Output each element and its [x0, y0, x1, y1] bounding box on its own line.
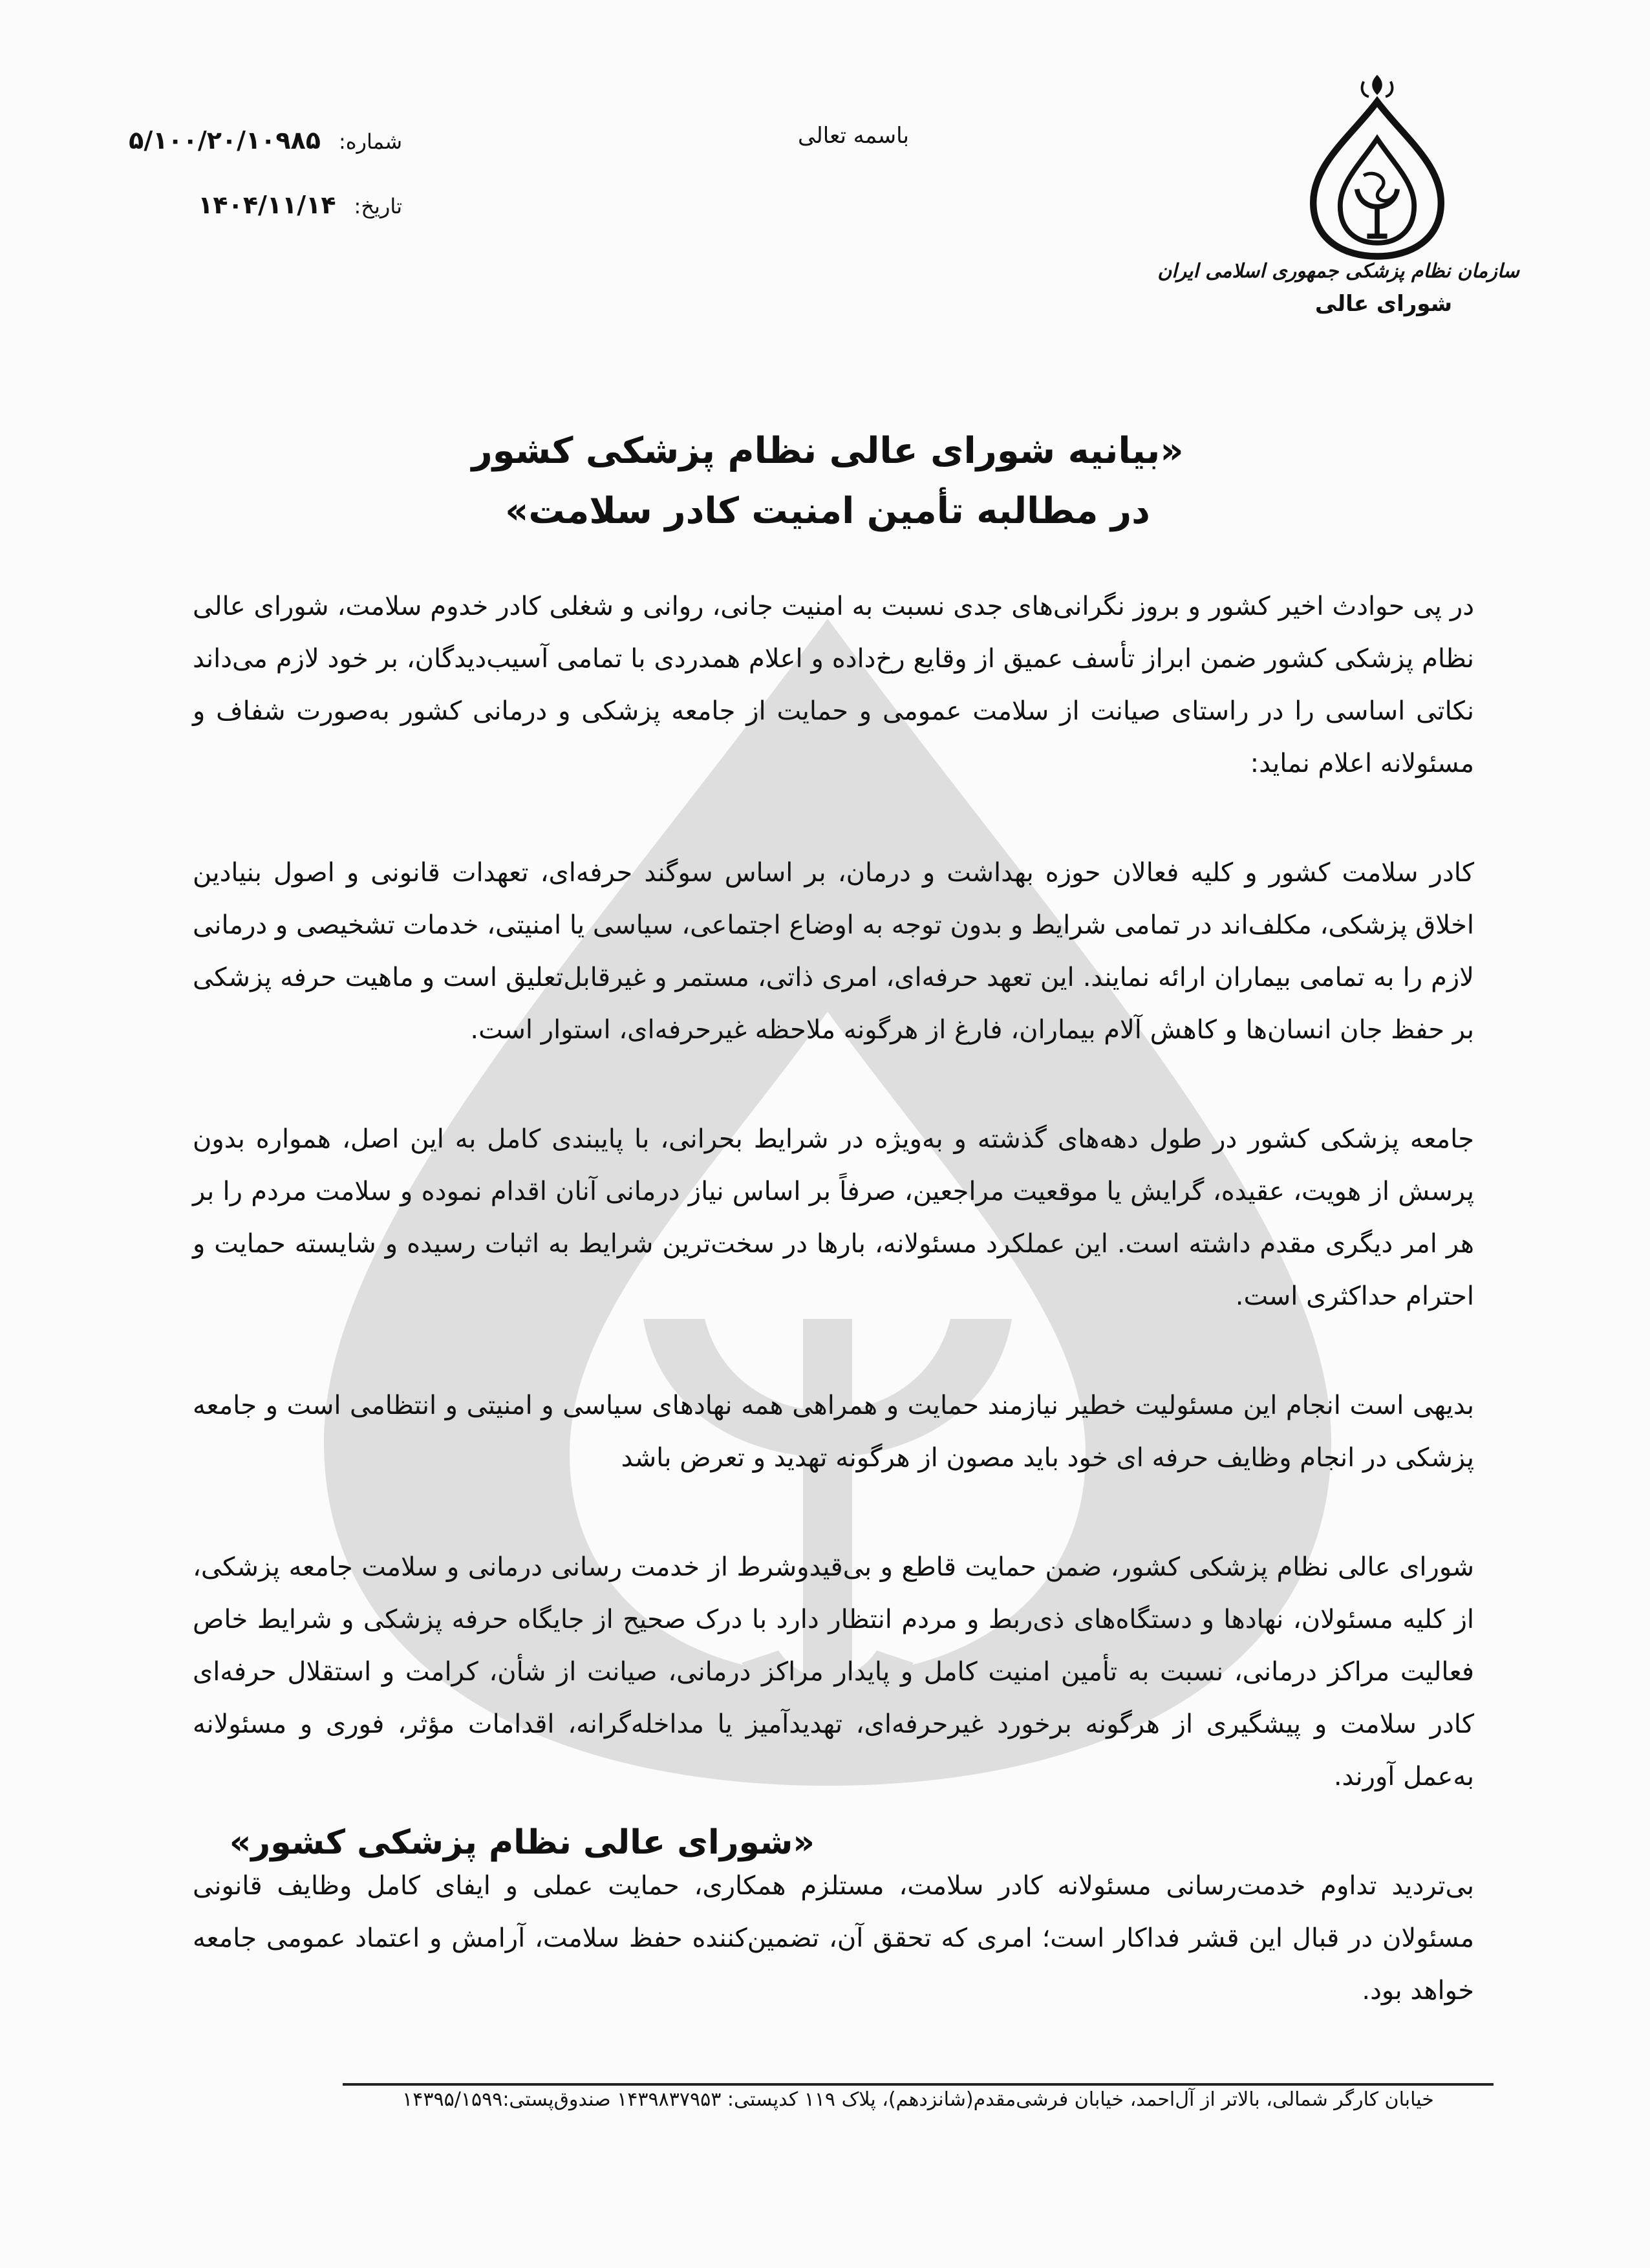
organization-name: سازمان نظام پزشکی جمهوری اسلامی ایران [1157, 260, 1519, 283]
letter-number [129, 126, 402, 155]
council-name: شورای عالی [1314, 291, 1453, 317]
letter-number-label: شماره: [338, 129, 402, 154]
body-paragraph: جامعه پزشکی کشور در طول دهه‌های گذشته و به‌ویژه در شرایط بحرانی، با پایبندی کامل به این اصل، همواره بدون پرسش از هویت، عقیده، گرایش یا موقعیت مراجعین، صرفاً بر اساس نیاز درمانی آنان اقدام نموده و سلامت مردم را بر هر امر دیگری مقدم داشته است. این عملکرد مسئولانه، بارها در سخت‌ترین شرایط به اثبات رسیده و شایسته حمایت و احترام حداکثری است. [193, 1124, 1474, 1311]
body-paragraph: بدیهی است انجام این مسئولیت خطیر نیازمند حمایت و همراهی همه نهادهای سیاسی و امنیتی و انتظامی است و جامعه پزشکی در انجام وظایف حرفه ای خود باید مصون از هرگونه تهدید و تعرض باشد [193, 1391, 1474, 1473]
organization-logo-block [1157, 71, 1519, 330]
statement-title-line-1: «بیانیه شورای عالی نظام پزشکی کشور [471, 430, 1184, 472]
footer-address: خیابان کارگر شمالی، بالاتر از آل‌احمد، خیابان فرشی‌مقدم(شانزدهم)، پلاک ۱۱۹ کدپستی: ۱۴۳۹۸۳۷۹۵۳ صندوق‌پستی:۱۴۳۹۵/۱۵۹۹ [402, 2088, 1434, 2111]
letter-date-label: تاریخ: [354, 194, 402, 219]
body-paragraph: در پی حوادث اخیر کشور و بروز نگرانی‌های جدی نسبت به امنیت جانی، روانی و شغلی کادر خدوم سلامت، شورای عالی نظام پزشکی کشور ضمن ابراز تأسف عمیق از وقایع رخ‌داده و اعلام همدردی با تمامی آسیب‌دیدگان، بر خود لازم می‌داند نکاتی اساسی را در راستای صیانت از سلامت عمومی و حمایت از جامعه پزشکی و درمانی کشور به‌صورت شفاف و مسئولانه اعلام نماید: [193, 592, 1474, 778]
statement-title-line-2: در مطالبه تأمین امنیت کادر سلامت» [505, 490, 1150, 532]
medical-council-logo-icon [1293, 71, 1461, 265]
footer-divider [343, 2083, 1494, 2086]
body-paragraph: کادر سلامت کشور و کلیه فعالان حوزه بهداشت و درمان، بر اساس سوگند حرفه‌ای، تعهدات قانونی و اصول بنیادین اخلاق پزشکی، مکلف‌اند در تمامی شرایط و بدون توجه به اوضاع اجتماعی، سیاسی یا امنیتی، خدمات تشخیصی و درمانی لازم را به تمامی بیماران ارائه نمایند. این تعهد حرفه‌ای، امری ذاتی، مستمر و غیرقابل‌تعلیق است و ماهیت حرفه پزشکی بر حفظ جان انسان‌ها و کاهش آلام بیماران، فارغ از هرگونه ملاحظه غیرحرفه‌ای، استوار است. [193, 858, 1474, 1045]
letter-number-value: ۵/۱۰۰/۲۰/۱۰۹۸۵ [129, 126, 321, 155]
letter-date-value: ۱۴۰۴/۱۱/۱۴ [198, 191, 336, 219]
letter-date [198, 191, 402, 219]
invocation-heading: باسمه تعالی [798, 123, 909, 149]
signature-council: «شورای عالی نظام پزشکی کشور» [229, 1823, 815, 1862]
body-paragraph: بی‌تردید تداوم خدمت‌رسانی مسئولانه کادر سلامت، مستلزم همکاری، حمایت عملی و ایفای کامل وظایف قانونی مسئولان در قبال این قشر فداکار است؛ امری که تحقق آن، تضمین‌کننده حفظ سلامت، آرامش و اعتماد عمومی جامعه خواهد بود. [193, 1871, 1474, 2006]
body-paragraph: شورای عالی نظام پزشکی کشور، ضمن حمایت قاطع و بی‌قیدوشرط از خدمت رسانی درمانی و سلامت جامعه پزشکی، از کلیه مسئولان، نهادها و دستگاه‌های ذی‌ربط و مردم انتظار دارد با درک صحیح از جایگاه حرفه پزشکی و شرایط خاص فعالیت مراکز درمانی، نسبت به تأمین امنیت کامل و پایدار مراکز درمانی، صیانت از شأن، کرامت و استقلال حرفه‌ای کادر سلامت و پیشگیری از هرگونه برخورد غیرحرفه‌ای، تهدیدآمیز یا مداخله‌گرانه، اقدامات مؤثر، فوری و مسئولانه به‌عمل آورند. [193, 1552, 1474, 1792]
